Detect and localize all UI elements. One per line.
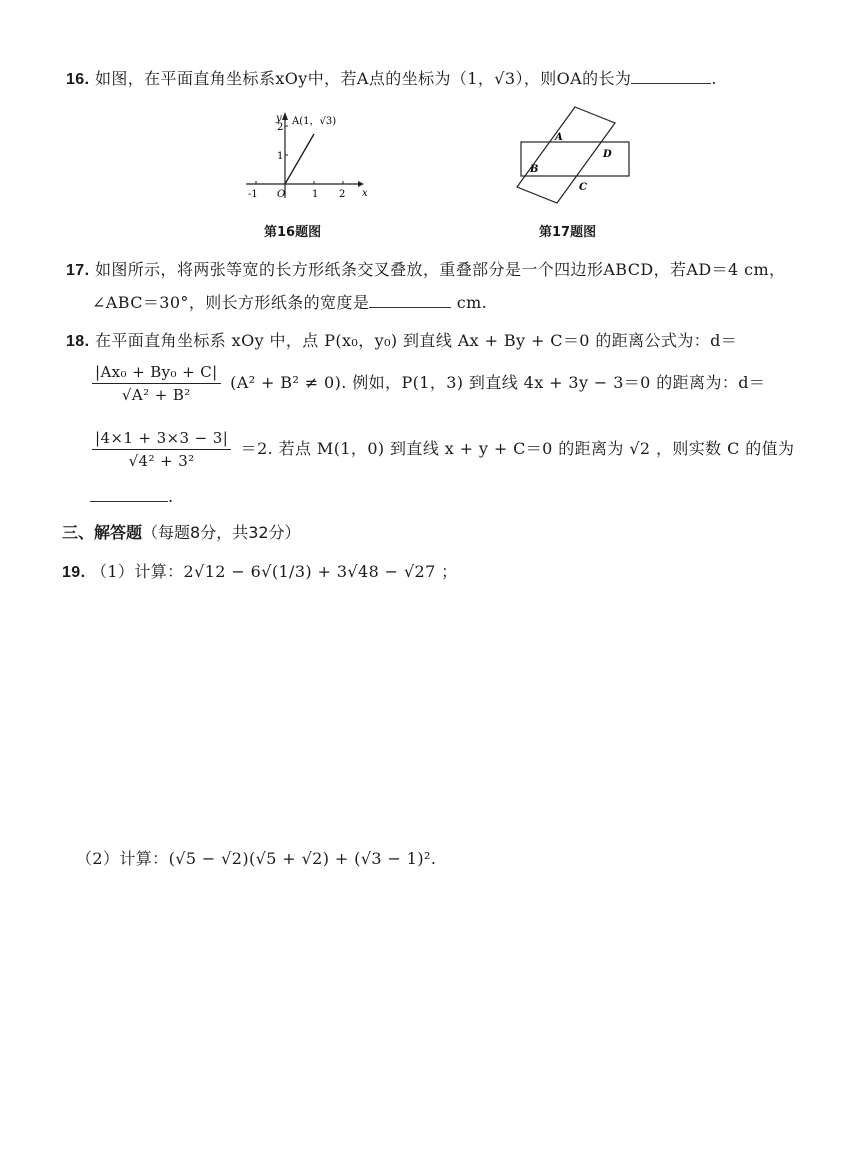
question-19-part2 xyxy=(76,848,436,870)
answer-blank[interactable] xyxy=(90,487,168,502)
label-c: C xyxy=(579,182,587,193)
question-18-line2 xyxy=(88,362,765,405)
tick-label: 1 xyxy=(277,151,284,162)
question-number: 19. xyxy=(62,564,86,581)
question-text: （2）计算：(√5 − √2)(√5 + √2) + (√3 − 1)². xyxy=(76,849,437,868)
figure-17-caption: 第17题图 xyxy=(539,225,597,240)
question-number: 16. xyxy=(66,71,90,88)
x-axis-label: x xyxy=(362,188,368,199)
question-number: 18. xyxy=(66,333,90,350)
fraction-denominator: √A² + B² xyxy=(121,386,191,404)
section-heading xyxy=(62,520,301,543)
tick-label: 2 xyxy=(339,189,346,200)
question-text: 如图所示，将两张等宽的长方形纸条交叉叠放，重叠部分是一个四边形ABCD，若AD＝4 cm， xyxy=(94,260,786,279)
point-a-label: A(1，√3) xyxy=(292,116,337,127)
question-text: ＝2. 若点 M(1，0) 到直线 x + y + C＝0 的距离为 √2 ，则实数 C 的值为 xyxy=(240,439,795,458)
question-text: (A² + B² ≠ 0). 例如，P(1，3) 到直线 4x + 3y − 3＝0 的距离为：d＝ xyxy=(230,373,766,392)
question-text: ∠ABC＝30°，则长方形纸条的宽度是 xyxy=(92,293,370,312)
fraction-denominator: √4² + 3² xyxy=(128,452,195,470)
section-note: （每题8分，共32分） xyxy=(142,523,301,542)
y-axis-label: y xyxy=(276,113,282,124)
answer-blank[interactable] xyxy=(369,293,451,308)
question-text: 如图，在平面直角坐标系xOy中，若A点的坐标为（1，√3），则OA的长为 xyxy=(94,69,632,88)
tick-label: 2 xyxy=(277,122,284,133)
question-text: （1）计算：2√12 − 6√(1/3) + 3√48 − √27 ； xyxy=(90,562,458,581)
question-17-line2 xyxy=(92,292,487,314)
question-end: . xyxy=(711,69,717,88)
question-18-answer xyxy=(90,486,174,508)
question-text: 在平面直角坐标系 xOy 中，点 P(x₀，y₀) 到直线 Ax + By + C＝0 的距离公式为：d＝ xyxy=(94,331,738,350)
section-title: 三、解答题 xyxy=(62,523,143,542)
origin-label: O xyxy=(277,189,286,200)
question-18-line3 xyxy=(88,428,794,471)
question-18-line1 xyxy=(66,330,737,353)
question-17-line1 xyxy=(66,259,785,282)
question-19-part1 xyxy=(62,561,458,584)
figure-16-caption: 第16题图 xyxy=(264,225,322,240)
fraction-numerator: |4×1 + 3×3 − 3| xyxy=(92,428,231,450)
distance-formula-fraction xyxy=(92,362,221,405)
figure-17-strips xyxy=(515,105,635,210)
question-end: . xyxy=(168,487,174,506)
question-unit: cm. xyxy=(456,293,488,312)
question-16 xyxy=(66,68,717,91)
label-b: B xyxy=(530,164,539,175)
example-fraction xyxy=(92,428,231,471)
question-number: 17. xyxy=(66,262,90,279)
label-d: D xyxy=(603,149,612,160)
tick-label: 1 xyxy=(312,189,319,200)
tick-label: -1 xyxy=(248,189,258,200)
fraction-numerator: |Ax₀ + By₀ + C| xyxy=(92,362,221,384)
figure-16-graph xyxy=(240,108,370,203)
answer-blank[interactable] xyxy=(631,69,711,84)
label-a: A xyxy=(555,132,563,143)
